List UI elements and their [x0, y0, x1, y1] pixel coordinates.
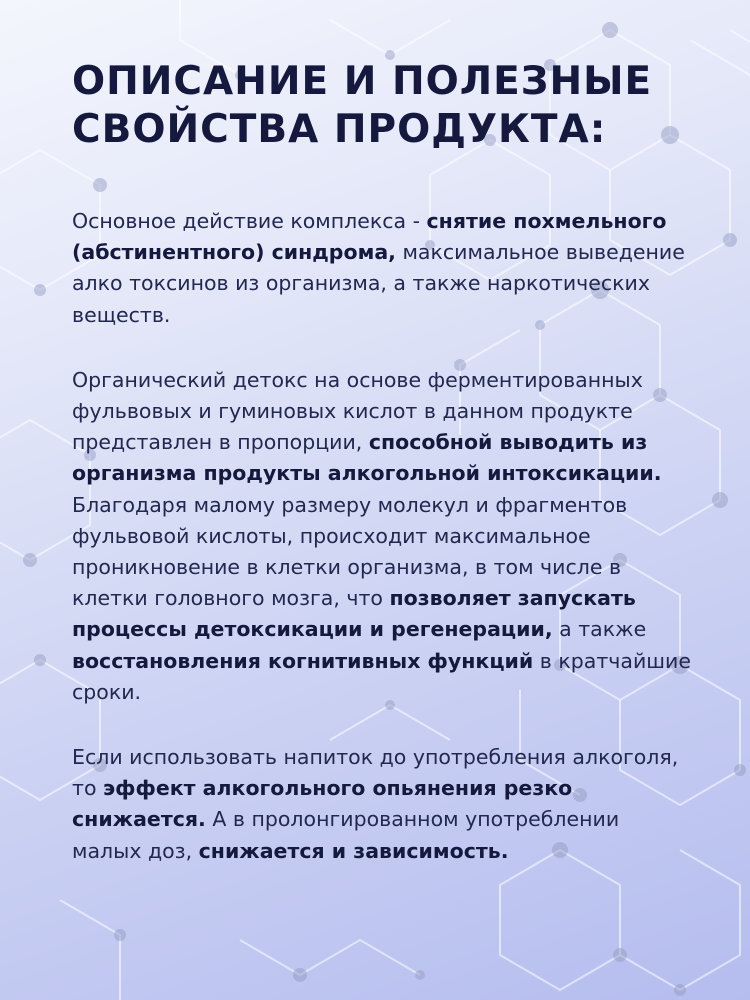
text-segment: Если использовать напиток до употребления алкоголя, то [72, 745, 679, 801]
text-segment: в кратчайшие сроки. [72, 648, 691, 704]
text-segment: максимальное выведение алко токсинов из организма, а также наркотических веществ. [72, 240, 685, 327]
paragraph-usage-effect [72, 742, 692, 867]
page-title-line-1: ОПИСАНИЕ И ПОЛЕЗНЫЕ [72, 59, 653, 104]
text-segment: Основное действие комплекса - [72, 209, 427, 233]
highlight-text: снижается и зависимость. [198, 838, 509, 863]
highlight-text: способной выводить из организма продукты алкогольной интоксикации. [72, 430, 662, 486]
text-segment: Благодаря малому размеру молекул и фрагментов фульвовой кислоты, происходит максимальное проникновение в клетки организма, в том числе в клетки головного мозга, что [72, 492, 628, 611]
highlight-text: позволяет запускать процессы детоксикации и регенерации, [72, 586, 636, 642]
highlight-text: восстановления когнитивных функций [72, 648, 534, 673]
page-title-line-2: СВОЙСТВА ПРОДУКТА: [72, 107, 607, 152]
paragraph-organic-detox [72, 365, 692, 708]
text-segment: А в пролонгированном употреблении малых доз, [72, 807, 620, 863]
text-segment: а также [552, 617, 647, 642]
page-title [72, 58, 692, 154]
text-segment: Органический детокс на основе ферментированных фульвовых и гуминовых кислот в данном продукте представлен в пропорции, [72, 367, 643, 455]
highlight-text: снятие похмельного (абстинентного) синдрома, [72, 209, 667, 265]
paragraph-main-action [72, 206, 692, 331]
highlight-text: эффект алкогольного опьянения резко снижается. [72, 776, 573, 832]
description-content [72, 58, 692, 901]
